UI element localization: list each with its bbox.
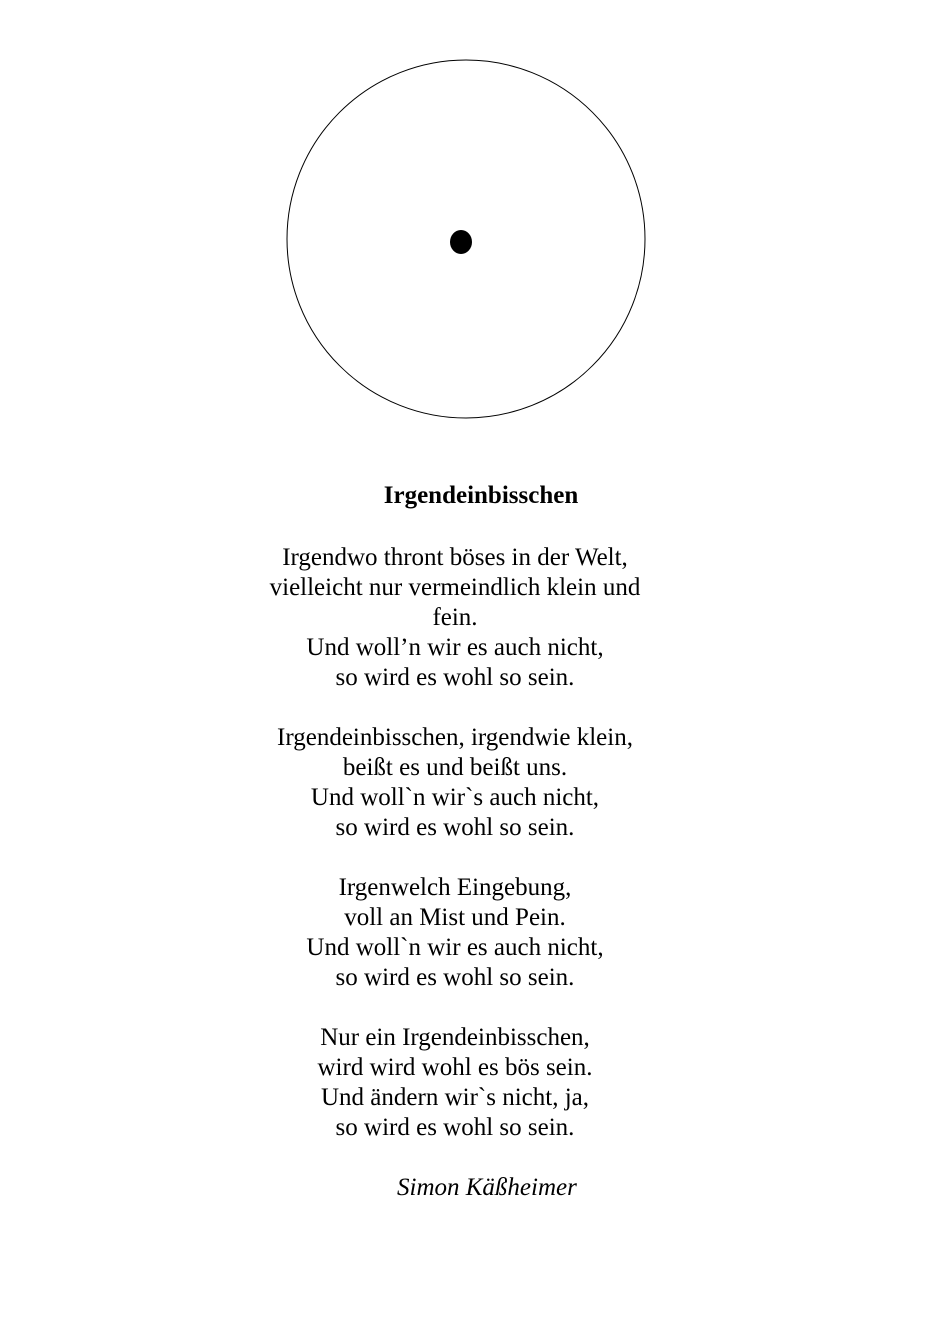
stanza-1 — [230, 543, 680, 693]
poem-line: Irgenwelch Eingebung, — [338, 874, 572, 901]
author-signature: Simon Käßheimer — [397, 1174, 577, 1201]
poem-line: so wird es wohl so sein. — [335, 664, 575, 691]
stanza-4 — [230, 1023, 680, 1143]
poem-line: Und woll`n wir es auch nicht, — [306, 934, 604, 961]
circle-dot-figure — [285, 59, 647, 421]
poem-line: vielleicht nur vermeindlich klein und — [269, 574, 641, 601]
stanza-3 — [230, 873, 680, 993]
poem-line: wird wird wohl es bös sein. — [317, 1054, 593, 1081]
poem-line: Irgendeinbisschen, irgendwie klein, — [277, 724, 633, 751]
poem-line: Nur ein Irgendeinbisschen, — [320, 1024, 590, 1051]
poem-line: voll an Mist und Pein. — [344, 904, 566, 931]
center-dot — [450, 230, 472, 254]
poem-line: so wird es wohl so sein. — [335, 814, 575, 841]
poem-line: Und woll`n wir`s auch nicht, — [310, 784, 600, 811]
circle-dot-graphic — [285, 59, 647, 421]
poem-line: fein. — [432, 604, 478, 631]
poem-body — [230, 543, 680, 1173]
poem-line: beißt es und beißt uns. — [342, 754, 568, 781]
poem-line: so wird es wohl so sein. — [335, 964, 575, 991]
poem-line: Und woll’n wir es auch nicht, — [306, 634, 604, 661]
poem-line: Irgendwo thront böses in der Welt, — [282, 544, 628, 571]
poem-title: Irgendeinbisschen — [383, 482, 579, 509]
poem-line: so wird es wohl so sein. — [335, 1114, 575, 1141]
poem-line: Und ändern wir`s nicht, ja, — [321, 1084, 589, 1111]
stanza-2 — [230, 723, 680, 843]
